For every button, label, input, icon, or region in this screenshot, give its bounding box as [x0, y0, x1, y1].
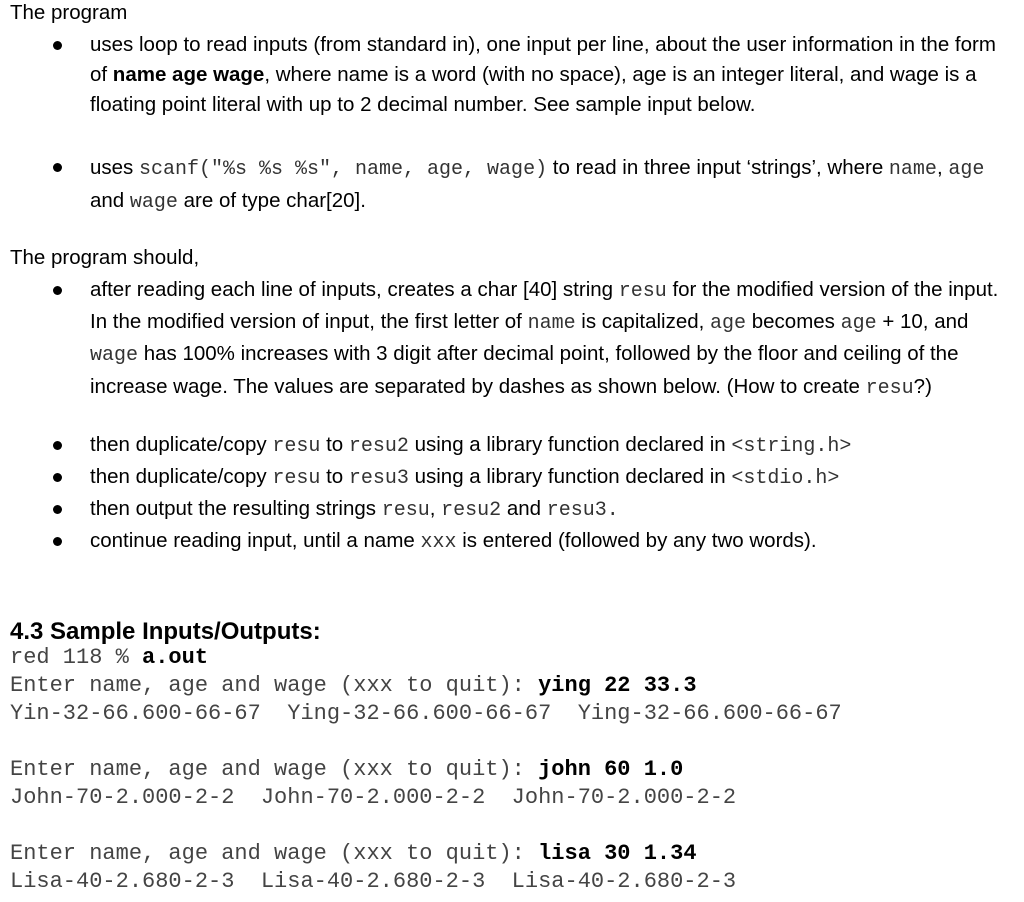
run-2-output: John-70-2.000-2-2 John-70-2.000-2-2 John-70-2.000-2-2	[10, 785, 737, 810]
intro-bullet-1-text: uses loop to read inputs (from standard in), one input per line, about the user information in the form of name age wage, where name is a word (with no space), age is an integer literal, and wage is a floating point literal with up to 2 decimal number. See sample input below.	[90, 33, 996, 117]
bullet-icon	[53, 537, 62, 546]
shell-prompt: red 118 %	[10, 645, 143, 670]
format-emphasis: name age wage	[112, 63, 265, 87]
user-input: lisa 30 1.34	[538, 841, 697, 866]
bullet-icon	[53, 163, 62, 172]
should-bullet-2-text: then duplicate/copy resu to resu2 using a library function declared in <string.h>	[90, 433, 852, 458]
shell-command: a.out	[142, 645, 209, 670]
input-prompt: Enter name, age and wage (xxx to quit):	[10, 757, 539, 782]
should-bullet-1-text: after reading each line of inputs, creates a char [40] string resu for the modified version of the input. In the modified version of input, the first letter of name is capitalized, age becomes age + 10, and wage has 100% increases with 3 digit after decimal point, followed by the floor and ceiling of the increase wage. The values are separated by dashes as shown below. (How to create resu?)	[90, 278, 999, 400]
run-3-prompt-line	[10, 840, 697, 868]
should-bullet-3-text: then duplicate/copy resu to resu3 using a library function declared in <stdio.h>	[90, 465, 840, 490]
bullet-icon	[53, 286, 62, 295]
bullet-icon	[53, 441, 62, 450]
run-2-prompt-line	[10, 756, 683, 784]
run-1-output: Yin-32-66.600-66-67 Ying-32-66.600-66-67 Ying-32-66.600-66-67	[10, 701, 842, 726]
input-prompt: Enter name, age and wage (xxx to quit):	[10, 673, 539, 698]
input-prompt: Enter name, age and wage (xxx to quit):	[10, 841, 539, 866]
bullet-icon	[53, 473, 62, 482]
run-3-output: Lisa-40-2.680-2-3 Lisa-40-2.680-2-3 Lisa-40-2.680-2-3	[10, 869, 737, 894]
should-bullet-4-text: then output the resulting strings resu, resu2 and resu3.	[90, 497, 619, 522]
bullet-icon	[53, 505, 62, 514]
intro-heading: The program	[10, 1, 128, 24]
sample-section-title: 4.3 Sample Inputs/Outputs:	[10, 618, 321, 645]
command-line	[10, 644, 208, 672]
scanf-code: scanf("%s %s %s", name, age, wage)	[139, 158, 548, 181]
should-heading: The program should,	[10, 246, 200, 269]
intro-bullet-2-text: uses scanf("%s %s %s", name, age, wage) to read in three input ‘strings’, where name, age and wage are of type char[20].	[90, 156, 985, 214]
run-1-prompt-line	[10, 672, 697, 700]
user-input: ying 22 33.3	[538, 673, 697, 698]
bullet-icon	[53, 41, 62, 50]
should-bullet-5-text: continue reading input, until a name xxx is entered (followed by any two words).	[90, 529, 817, 554]
user-input: john 60 1.0	[538, 757, 684, 782]
